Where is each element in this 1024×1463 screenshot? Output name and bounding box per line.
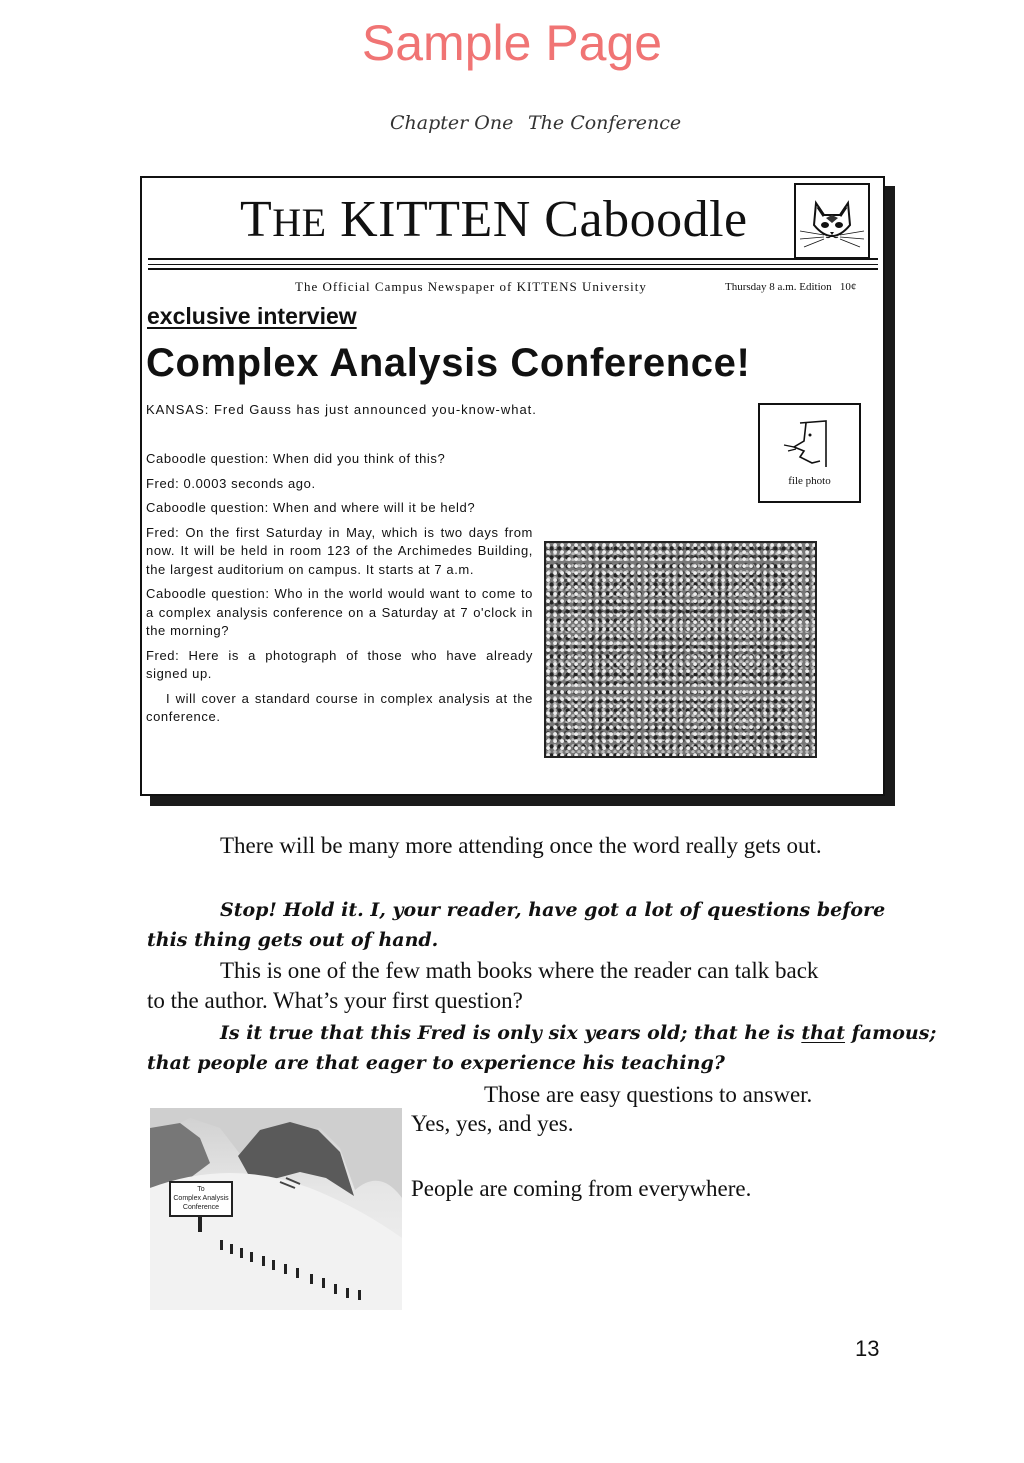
reader-question-2a-start: Is it true that this Fred is only six years old; that he is: [220, 1022, 802, 1044]
author-reply-1a: This is one of the few math books where the reader can talk back: [220, 958, 819, 983]
price-label: 10¢: [839, 281, 857, 293]
interview-paragraph: Fred: On the first Saturday in May, which is two days from now. It will be held in room 123 of the Archimedes Building, the largest auditorium on campus. It starts at 7 a.m.: [146, 524, 533, 577]
newspaper-subtitle: The Official Campus Newspaper of KITTENS University: [295, 279, 647, 294]
cat-face-icon: [794, 183, 870, 259]
file-photo-caption: file photo: [788, 475, 831, 487]
reader-question-1a: Stop! Hold it. I, your reader, have got a lot of questions before: [220, 899, 886, 921]
masthead-he: HE: [272, 200, 327, 245]
chapter-label: Chapter One: [390, 112, 514, 134]
section-label: The Conference: [528, 112, 682, 134]
file-photo-box: [758, 403, 861, 503]
edition-info: [725, 281, 856, 293]
masthead-rule-middle: [148, 264, 878, 265]
snow-mountain-photo: [150, 1108, 402, 1310]
answer-yes: Yes, yes, and yes.: [411, 1111, 574, 1136]
interview-paragraph: Fred: Here is a photograph of those who have already signed up.: [146, 647, 533, 681]
interview-text: [146, 450, 533, 733]
kicker-exclusive-interview: exclusive interview: [147, 303, 357, 329]
fred-sketch-icon: [760, 405, 859, 475]
reader-question-1b: this thing gets out of hand.: [147, 929, 439, 951]
newspaper-headline: Complex Analysis Conference!: [146, 341, 751, 385]
sign-line-complex-analysis: Complex Analysis: [173, 1195, 229, 1202]
reader-question-2a-end: famous;: [845, 1022, 937, 1044]
reader-question-2b: that people are that eager to experience his teaching?: [147, 1052, 725, 1074]
answer-easy-questions: Those are easy questions to answer.: [484, 1082, 813, 1107]
interview-paragraph: Caboodle question: Who in the world would want to come to a complex analysis conference on a Saturday at 7 o'clock in the morning?: [146, 586, 533, 638]
answer-everywhere: People are coming from everywhere.: [411, 1176, 752, 1201]
sign-line-conference: Conference: [182, 1204, 220, 1211]
masthead-name: KITTEN Caboodle: [340, 191, 748, 248]
masthead-rule-bottom: [148, 268, 878, 270]
crowd-photo: [544, 541, 817, 758]
reader-question-2a-emphasis: that: [801, 1022, 846, 1044]
interview-paragraph: Caboodle question: When and where will it be held?: [146, 500, 476, 515]
dateline: KANSAS: Fred Gauss has just announced you-know-what.: [146, 402, 537, 417]
masthead-t: T: [240, 191, 273, 248]
page-number: 13: [855, 1336, 880, 1361]
interview-paragraph: I will cover a standard course in complex analysis at the conference.: [146, 690, 533, 724]
interview-paragraph: Fred: 0.0003 seconds ago.: [146, 475, 316, 491]
author-reply-1b: to the author. What’s your first question?: [147, 988, 523, 1013]
body-line-attending: There will be many more attending once the word really gets out.: [220, 833, 822, 858]
interview-paragraph: Caboodle question: When did you think of this?: [146, 451, 446, 466]
newspaper-masthead: [240, 190, 748, 249]
sign-line-to: To: [197, 1186, 205, 1193]
edition-label: Thursday 8 a.m. Edition: [725, 281, 832, 293]
reader-question-2a: [220, 1022, 936, 1044]
masthead-rule-top: [148, 258, 878, 260]
sample-watermark: Sample Page: [361, 15, 663, 71]
